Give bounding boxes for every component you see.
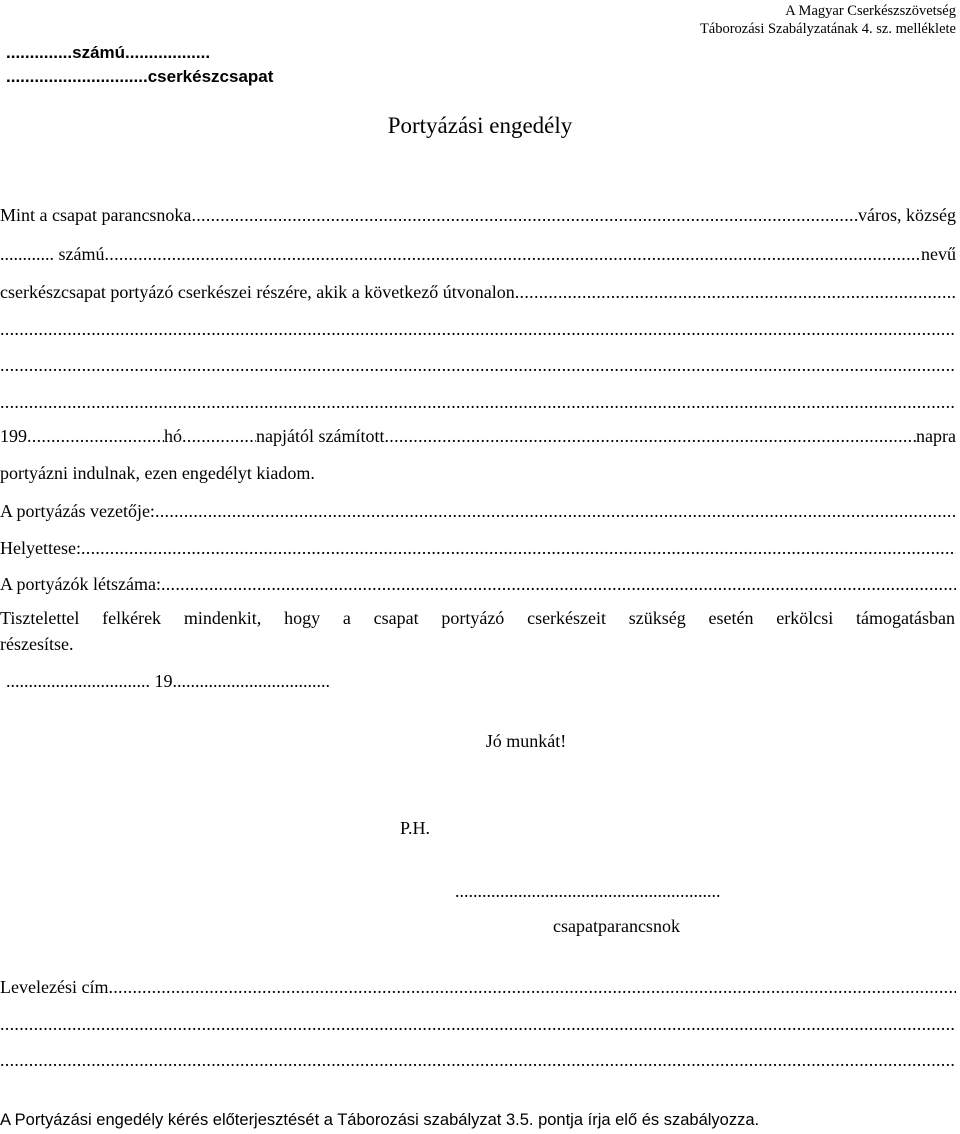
year-label: 199 [0,426,27,446]
signature-field: ........................................................... [455,881,721,901]
address-field-2 [0,1013,956,1035]
permit-statement: portyázni indulnak, ezen engedélyt kiadom. [0,463,315,483]
deputy-field [81,537,956,559]
greeting: Jó munkát! [485,731,567,751]
route-field [515,281,956,303]
address-label: Levelezési cím [0,977,109,997]
route-field-line-2 [0,318,956,340]
address-field-line-2 [0,1013,956,1035]
day-field [182,425,256,447]
troop-identifier [6,41,273,89]
days-label: napra [916,426,956,446]
document-title: Portyázási engedély [387,113,573,138]
year-field [27,425,164,447]
route-field-line-4 [0,391,956,413]
signature-label: csapatparancsnok [553,916,680,936]
commander-line [0,204,956,226]
troop-number-field: ..............számú.................. [6,43,211,62]
headcount-field [161,573,956,595]
leader-line [0,500,956,522]
support-request-line-2: részesítse. [0,634,74,654]
duration-field [384,425,916,447]
address-field-3 [0,1049,956,1071]
troop-number-line [0,243,956,265]
place-field [191,204,858,226]
number-label: ............ számú [0,244,105,264]
leader-field [155,500,956,522]
route-field-3 [0,354,956,376]
route-field-2 [0,318,956,340]
route-field-4 [0,391,956,413]
troop-name-line [6,65,273,89]
place-type-label: város, község [858,205,956,225]
route-line [0,281,956,303]
headcount-label: A portyázók létszáma: [0,574,161,594]
named-label: nevű [921,244,956,264]
address-line [0,976,956,998]
troop-name-field: .............................. [6,67,148,86]
leader-label: A portyázás vezetője: [0,501,155,521]
from-day-label: napjától számított [256,426,385,446]
troop-name-body-field [104,243,921,265]
route-field-line-3 [0,354,956,376]
date-line [0,425,956,447]
stamp-placeholder: P.H. [400,818,431,838]
route-label: cserkészcsapat portyázó cserkészei részére, akik a következő útvonalon [0,282,515,302]
address-field-line-3 [0,1049,956,1071]
commander-label: Mint a csapat parancsnoka [0,205,192,225]
appendix-label: Táborozási Szabályzatának 4. sz. melléklete [699,21,956,37]
deputy-label: Helyettese: [0,538,81,558]
deputy-line [0,537,956,559]
troop-name-label: cserkészcsapat [147,67,274,86]
support-request-line-1: Tisztelettel felkérek mindenkit, hogy a csapat portyázó cserkészeit szükség esetén erkölcsi támogatásban [0,608,955,628]
month-label: hó [164,426,182,446]
place-date-field: ................................ 19................................... [6,671,330,691]
headcount-line [0,573,956,595]
org-name: A Magyar Cserkészszövetség [785,3,956,19]
address-field [108,976,956,998]
appendix-reference [700,2,956,38]
footer-note: A Portyázási engedély kérés előterjesztését a Táborozási szabályzat 3.5. pontja írja elő és szabályozza. [0,1111,760,1129]
